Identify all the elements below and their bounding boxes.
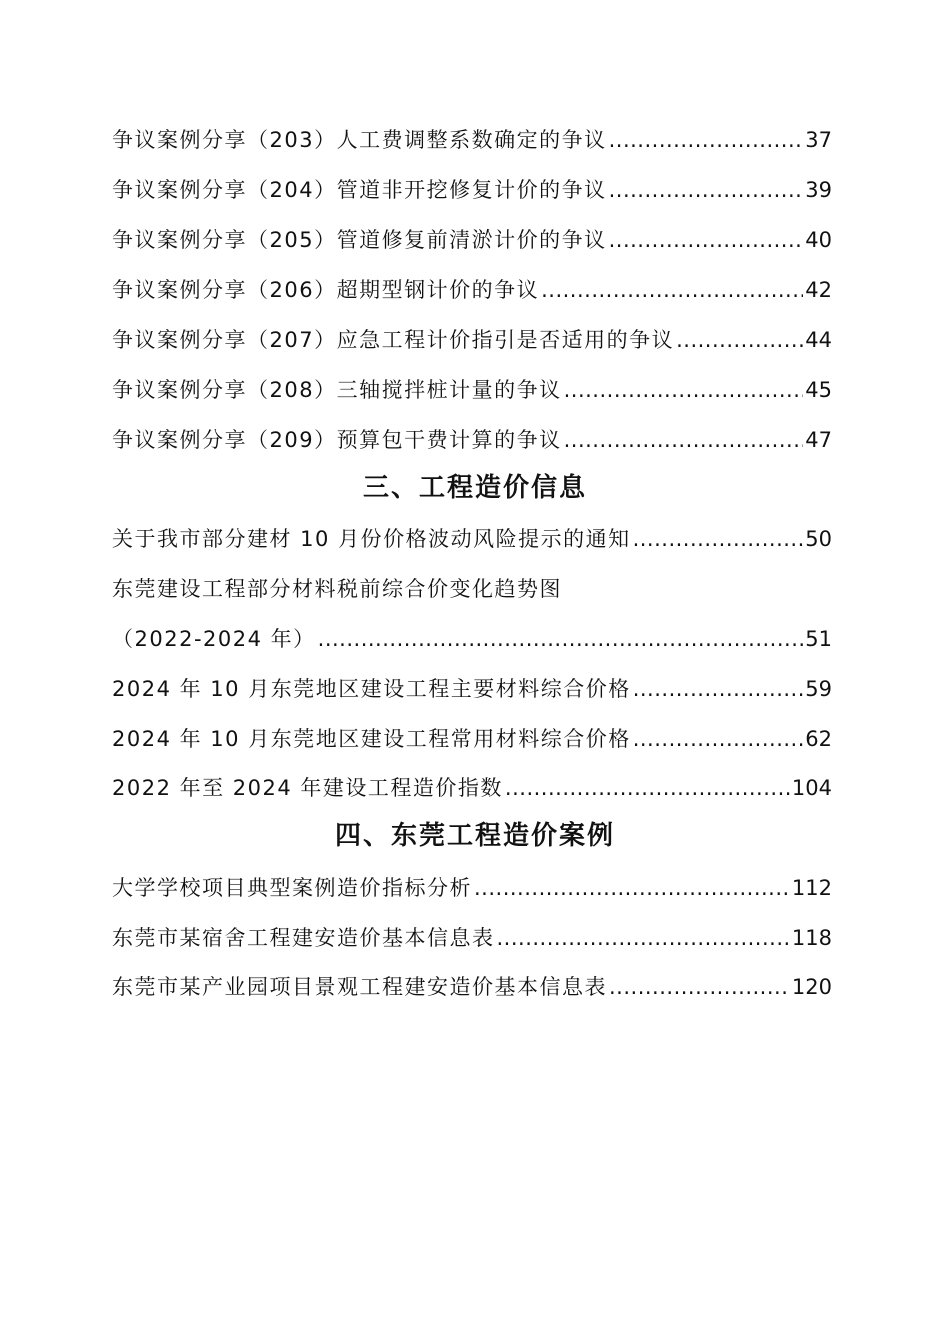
toc-page-number: 59 [805, 677, 832, 701]
toc-leader-dots [609, 972, 790, 1002]
toc-page-number: 62 [805, 727, 832, 751]
toc-leader-dots [609, 225, 804, 255]
toc-entry[interactable] [112, 923, 832, 953]
toc-page-number: 37 [805, 128, 832, 152]
toc-page-number: 42 [805, 278, 832, 302]
toc-entry-title: 东莞市某宿舍工程建安造价基本信息表 [112, 926, 495, 950]
toc-leader-dots [497, 923, 790, 953]
toc-entry[interactable] [112, 175, 832, 205]
section-heading-cost-cases: 四、东莞工程造价案例 [334, 821, 615, 851]
toc-leader-dots [633, 524, 804, 554]
toc-entry-title: 2022 年至 2024 年建设工程造价指数 [112, 776, 503, 800]
toc-leader-dots [633, 674, 804, 704]
toc-entry-title: 大学学校项目典型案例造价指标分析 [112, 876, 472, 900]
toc-entry[interactable] [112, 724, 832, 754]
toc-leader-dots [541, 275, 803, 305]
toc-entry-title: 争议案例分享（205）管道修复前清淤计价的争议 [112, 228, 607, 252]
toc-entry-title-line1[interactable]: 东莞建设工程部分材料税前综合价变化趋势图 [112, 577, 562, 601]
toc-leader-dots [505, 773, 790, 803]
toc-page-number: 118 [791, 926, 832, 950]
toc-leader-dots [474, 873, 790, 903]
toc-page-number: 104 [791, 776, 832, 800]
toc-entry[interactable] [112, 524, 832, 554]
toc-entry[interactable] [112, 873, 832, 903]
toc-leader-dots [609, 175, 804, 205]
toc-entry-title: 争议案例分享（206）超期型钢计价的争议 [112, 278, 540, 302]
toc-entry-title: 争议案例分享（208）三轴搅拌桩计量的争议 [112, 378, 562, 402]
toc-entry-title: 关于我市部分建材 10 月份价格波动风险提示的通知 [112, 527, 631, 551]
toc-leader-dots [564, 425, 804, 455]
toc-entry-title: 2024 年 10 月东莞地区建设工程主要材料综合价格 [112, 677, 631, 701]
toc-entry-title: 争议案例分享（203）人工费调整系数确定的争议 [112, 128, 607, 152]
toc-entry[interactable] [112, 624, 832, 654]
toc-entry[interactable] [112, 125, 832, 155]
toc-entry-title: 2024 年 10 月东莞地区建设工程常用材料综合价格 [112, 727, 631, 751]
toc-entry[interactable] [112, 972, 832, 1002]
toc-entry-title: 争议案例分享（207）应急工程计价指引是否适用的争议 [112, 328, 675, 352]
toc-entry[interactable] [112, 275, 832, 305]
toc-entry[interactable] [112, 325, 832, 355]
toc-leader-dots [318, 624, 804, 654]
toc-entry[interactable] [112, 225, 832, 255]
toc-entry[interactable] [112, 375, 832, 405]
toc-entry-title: （2022-2024 年） [112, 627, 316, 651]
section-heading-cost-info: 三、工程造价信息 [362, 473, 587, 503]
toc-leader-dots [609, 125, 804, 155]
toc-page-number: 40 [805, 228, 832, 252]
toc-entry[interactable] [112, 425, 832, 455]
toc-page-number: 39 [805, 178, 832, 202]
toc-page-number: 45 [805, 378, 832, 402]
toc-page-number: 44 [805, 328, 832, 352]
toc-entry-title: 争议案例分享（209）预算包干费计算的争议 [112, 428, 562, 452]
toc-page-number: 47 [805, 428, 832, 452]
toc-page-number: 50 [805, 527, 832, 551]
toc-page-number: 120 [791, 975, 832, 999]
toc-leader-dots [564, 375, 804, 405]
toc-page-number: 112 [791, 876, 832, 900]
toc-entry-title: 争议案例分享（204）管道非开挖修复计价的争议 [112, 178, 607, 202]
toc-entry[interactable] [112, 773, 832, 803]
toc-leader-dots [676, 325, 803, 355]
toc-page-number: 51 [805, 627, 832, 651]
toc-entry[interactable] [112, 674, 832, 704]
toc-entry-title: 东莞市某产业园项目景观工程建安造价基本信息表 [112, 975, 607, 999]
toc-leader-dots [633, 724, 804, 754]
